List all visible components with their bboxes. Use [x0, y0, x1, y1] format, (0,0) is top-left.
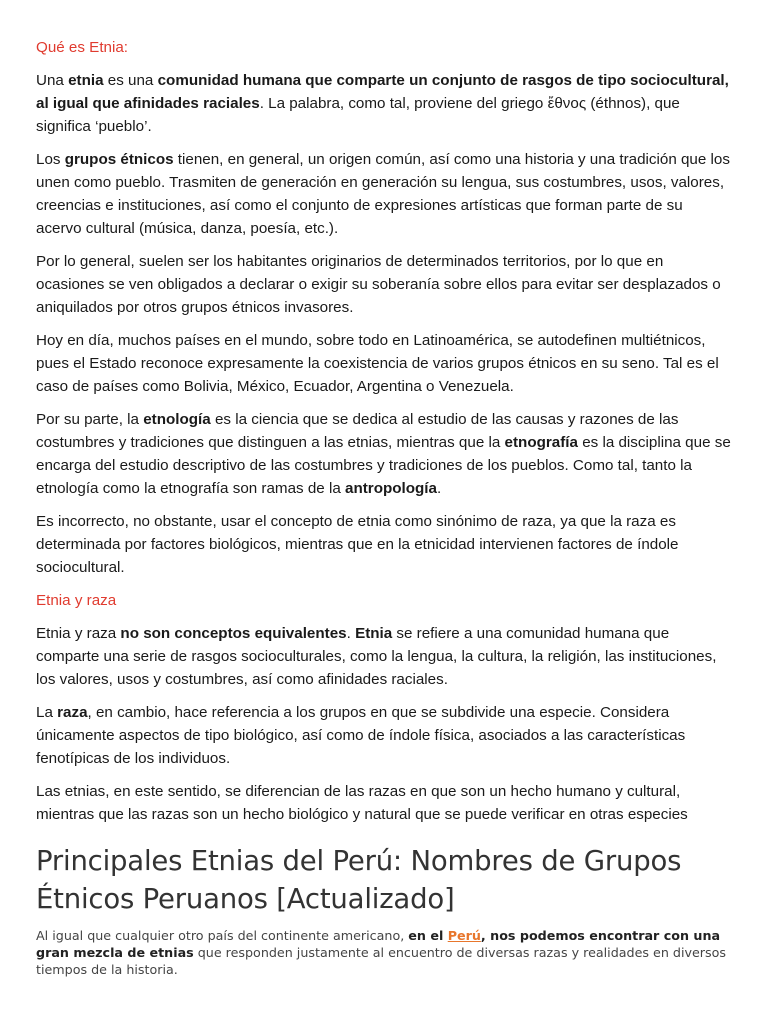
article-intro: Al igual que cualquier otro país del continente americano, en el Perú, nos podemos encontrar con una gran mezcla de etnias que responden justamente al encuentro de diversas razas y realidades en diversos tiempos de la historia.: [36, 928, 727, 977]
section-heading-etnia-y-raza: Etnia y raza: [36, 592, 117, 609]
section-heading-que-es-etnia: Qué es Etnia:: [36, 39, 129, 56]
paragraph-incorrecto: Es incorrecto, no obstante, usar el concepto de etnia como sinónimo de raza, ya que la raza es determinada por factores biológicos, mientras que en la etnicidad intervienen factores de índole sociocultural.: [36, 513, 679, 576]
article-title: Principales Etnias del Perú: Nombres de Grupos Étnicos Peruanos [Actualizado]: [36, 845, 682, 915]
paragraph-raza: La raza, en cambio, hace referencia a los grupos en que se subdivide una especie. Considera únicamente aspectos de tipo biológico, así como de índole física, asociados a las características fenotípicas de los individuos.: [36, 704, 686, 767]
paragraph-multietnicos: Hoy en día, muchos países en el mundo, sobre todo en Latinoamérica, se autodefinen multiétnicos, pues el Estado reconoce expresamente la coexistencia de varios grupos étnicos en su seno. Tal es el caso de países como Bolivia, México, Ecuador, Argentina o Venezuela.: [36, 332, 719, 395]
paragraph-habitantes: Por lo general, suelen ser los habitantes originarios de determinados territorios, por lo que en ocasiones se ven obligados a declarar o exigir su soberanía sobre ellos para evitar ser desplazados o aniquilados por otros grupos étnicos invasores.: [36, 253, 721, 316]
paragraph-grupos-etnicos: Los grupos étnicos tienen, en general, un origen común, así como una historia y una tradición que los unen como pueblo. Trasmiten de generación en generación su lengua, sus costumbres, usos, valores, creencias e instituciones, así como el conjunto de expresiones artísticas que forman parte de su acervo cultural (música, danza, poesía, etc.).: [36, 151, 730, 237]
paragraph-etnologia: Por su parte, la etnología es la ciencia que se dedica al estudio de las causas y razones de las costumbres y tradiciones que distinguen a las etnias, mientras que la etnografía es la disciplina que se encarga del estudio descriptivo de las costumbres y tradiciones de los pueblos. Como tal, tanto la etnología como la etnografía son ramas de la antropología.: [36, 411, 731, 497]
peru-link[interactable]: Perú: [447, 928, 481, 943]
paragraph-definition: Una etnia es una comunidad humana que comparte un conjunto de rasgos de tipo sociocultural, al igual que afinidades raciales. La palabra, como tal, proviene del griego ἔθνος (éthnos), que significa ‘pueblo’.: [36, 72, 729, 135]
paragraph-diferencias: Las etnias, en este sentido, se diferencian de las razas en que son un hecho humano y cultural, mientras que las razas son un hecho biológico y natural que se puede verificar en otras especies: [36, 783, 688, 823]
paragraph-no-equivalentes: Etnia y raza no son conceptos equivalentes. Etnia se refiere a una comunidad humana que comparte una serie de rasgos socioculturales, como la lengua, la cultura, la religión, las instituciones, los valores, usos y costumbres, así como afinidades raciales.: [36, 625, 717, 688]
